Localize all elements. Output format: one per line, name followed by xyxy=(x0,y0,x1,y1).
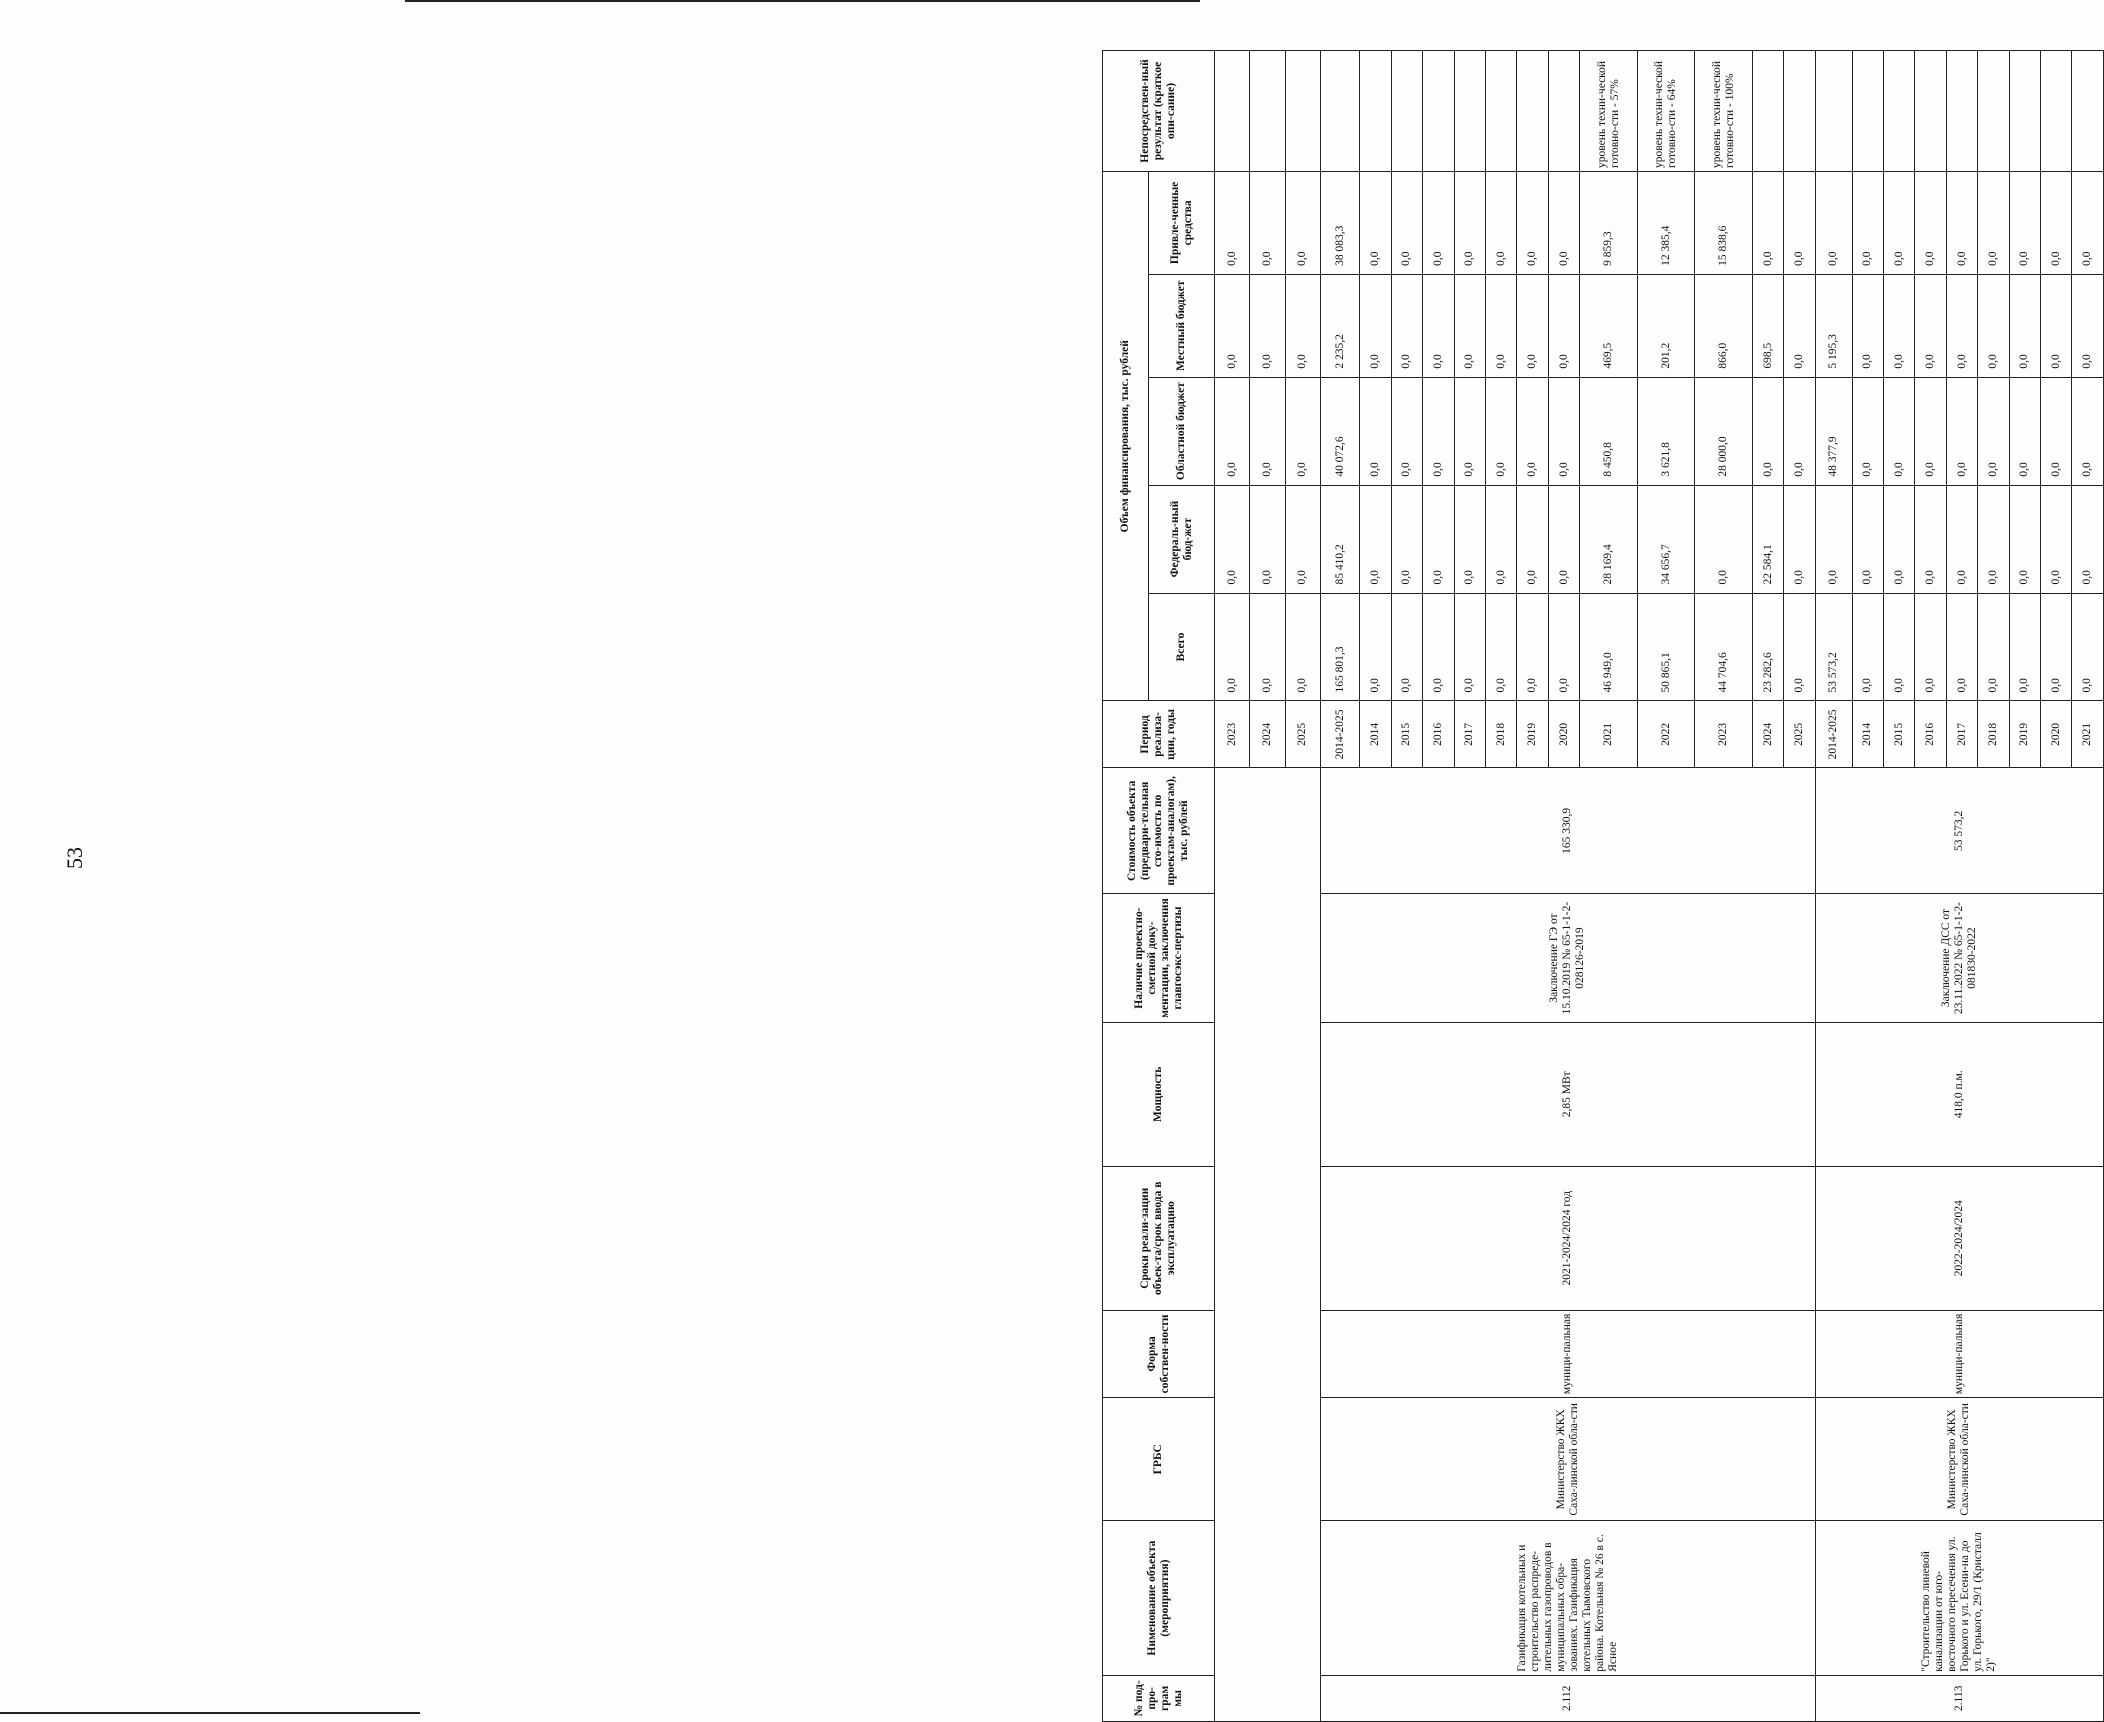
regional-cell: 0,0 xyxy=(1250,377,1285,485)
regional-cell: 48 377,9 xyxy=(1815,377,1852,485)
period-cell: 2016 xyxy=(1423,701,1454,768)
scan-edge-top xyxy=(405,0,1200,2)
period-cell: 2019 xyxy=(2009,701,2040,768)
project-number-cell: 2.112 xyxy=(1321,1675,1816,1721)
regional-cell: 0,0 xyxy=(1485,377,1516,485)
attracted-cell: 0,0 xyxy=(1753,171,1784,274)
result-cell xyxy=(1978,51,2009,172)
period-cell: 2023 xyxy=(1695,701,1753,768)
result-cell xyxy=(1784,51,1815,172)
result-cell: уровень техни-ческой готовно-сти - 64% xyxy=(1637,51,1695,172)
period-cell: 2020 xyxy=(2041,701,2072,768)
period-cell: 2017 xyxy=(1946,701,1977,768)
period-cell: 2015 xyxy=(1391,701,1422,768)
local-cell: 0,0 xyxy=(2041,274,2072,377)
attracted-cell: 0,0 xyxy=(1852,171,1883,274)
header-result: Непосредствен-ный результат (краткое опи-сание) xyxy=(1103,51,1215,172)
total-cell: 0,0 xyxy=(1285,593,1320,701)
total-cell: 0,0 xyxy=(1852,593,1883,701)
total-cell: 0,0 xyxy=(1548,593,1579,701)
local-cell: 0,0 xyxy=(1978,274,2009,377)
regional-cell: 8 450,8 xyxy=(1580,377,1638,485)
capacity-cell: 2,85 МВт xyxy=(1321,1022,1816,1166)
attracted-cell: 0,0 xyxy=(2041,171,2072,274)
federal-cell: 0,0 xyxy=(1695,485,1753,593)
attracted-cell: 0,0 xyxy=(1784,171,1815,274)
attracted-cell: 0,0 xyxy=(1215,171,1250,274)
period-cell: 2021 xyxy=(2072,701,2104,768)
terms-cell: 2022-2024/2024 xyxy=(1815,1166,2103,1310)
result-cell xyxy=(1250,51,1285,172)
header-period: Период реализа-ции, годы xyxy=(1103,701,1215,768)
result-cell xyxy=(1391,51,1422,172)
attracted-cell: 0,0 xyxy=(1978,171,2009,274)
regional-cell: 0,0 xyxy=(1360,377,1391,485)
project-name-cell: Газификация котельных и строительство распреде-лительных газопроводов в муниципальных обра-зованиях. Газификация котельных Тымовского района. Котельная № 26 в с. Ясное xyxy=(1321,1521,1816,1675)
local-cell: 0,0 xyxy=(2009,274,2040,377)
result-cell xyxy=(1321,51,1360,172)
federal-cell: 0,0 xyxy=(2009,485,2040,593)
result-cell xyxy=(1883,51,1914,172)
total-cell: 0,0 xyxy=(1454,593,1485,701)
attracted-cell: 0,0 xyxy=(1285,171,1320,274)
federal-cell: 85 410,2 xyxy=(1321,485,1360,593)
total-cell: 46 949,0 xyxy=(1580,593,1638,701)
ownership-cell: муници-пальная xyxy=(1321,1310,1816,1397)
attracted-cell: 0,0 xyxy=(1391,171,1422,274)
regional-cell: 40 072,6 xyxy=(1321,377,1360,485)
result-cell xyxy=(1946,51,1977,172)
local-cell: 201,2 xyxy=(1637,274,1695,377)
cost-cell: 165 330,9 xyxy=(1321,768,1816,894)
regional-cell: 0,0 xyxy=(1285,377,1320,485)
period-cell: 2017 xyxy=(1454,701,1485,768)
attracted-cell: 15 838,6 xyxy=(1695,171,1753,274)
federal-cell: 0,0 xyxy=(1360,485,1391,593)
header-local: Местный бюджет xyxy=(1149,274,1215,377)
regional-cell: 0,0 xyxy=(1784,377,1815,485)
page-number: 53 xyxy=(62,847,87,869)
federal-cell: 0,0 xyxy=(1423,485,1454,593)
result-cell: уровень техни-ческой готовно-сти - 57% xyxy=(1580,51,1638,172)
attracted-cell: 0,0 xyxy=(2009,171,2040,274)
local-cell: 0,0 xyxy=(1215,274,1250,377)
federal-cell: 0,0 xyxy=(1815,485,1852,593)
cost-cell: 53 573,2 xyxy=(1815,768,2103,894)
period-cell: 2023 xyxy=(1215,701,1250,768)
total-cell: 0,0 xyxy=(1784,593,1815,701)
federal-cell: 0,0 xyxy=(1784,485,1815,593)
federal-cell: 0,0 xyxy=(1883,485,1914,593)
local-cell: 0,0 xyxy=(1250,274,1285,377)
local-cell: 0,0 xyxy=(1548,274,1579,377)
period-cell: 2024 xyxy=(1753,701,1784,768)
total-cell: 23 282,6 xyxy=(1753,593,1784,701)
header-cost: Стоимость объекта (предвари-тельная сто-имость по проектам-аналогам), тыс. рублей xyxy=(1103,768,1215,894)
total-cell: 0,0 xyxy=(1978,593,2009,701)
local-cell: 866,0 xyxy=(1695,274,1753,377)
period-cell: 2018 xyxy=(1485,701,1516,768)
table-body xyxy=(1215,51,2104,1722)
regional-cell: 0,0 xyxy=(1978,377,2009,485)
federal-cell: 0,0 xyxy=(1250,485,1285,593)
regional-cell: 0,0 xyxy=(1753,377,1784,485)
total-cell: 0,0 xyxy=(1883,593,1914,701)
result-cell xyxy=(1215,51,1250,172)
result-cell xyxy=(1548,51,1579,172)
federal-cell: 0,0 xyxy=(1915,485,1946,593)
result-cell xyxy=(2009,51,2040,172)
regional-cell: 0,0 xyxy=(1883,377,1914,485)
total-cell: 0,0 xyxy=(1946,593,1977,701)
attracted-cell: 0,0 xyxy=(1548,171,1579,274)
attracted-cell: 12 385,4 xyxy=(1637,171,1695,274)
attracted-cell: 38 083,3 xyxy=(1321,171,1360,274)
federal-cell: 0,0 xyxy=(1215,485,1250,593)
header-name: Нименование объекта (мероприятия) xyxy=(1103,1521,1215,1675)
total-cell: 0,0 xyxy=(1915,593,1946,701)
local-cell: 0,0 xyxy=(1517,274,1548,377)
regional-cell: 0,0 xyxy=(2041,377,2072,485)
regional-cell: 0,0 xyxy=(1915,377,1946,485)
period-cell: 2019 xyxy=(1517,701,1548,768)
regional-cell: 0,0 xyxy=(1391,377,1422,485)
total-cell: 0,0 xyxy=(1423,593,1454,701)
period-cell: 2014-2025 xyxy=(1321,701,1360,768)
total-cell: 0,0 xyxy=(1360,593,1391,701)
local-cell: 0,0 xyxy=(1883,274,1914,377)
federal-cell: 28 169,4 xyxy=(1580,485,1638,593)
attracted-cell: 0,0 xyxy=(1485,171,1516,274)
capacity-cell: 418,0 п.м. xyxy=(1815,1022,2103,1166)
docs-cell: Заключение ДСС от 23.11.2022 № 65-1-1-2-081830-2022 xyxy=(1815,894,2103,1023)
period-cell: 2016 xyxy=(1915,701,1946,768)
local-cell: 2 235,2 xyxy=(1321,274,1360,377)
header-attracted: Привле-ченные средства xyxy=(1149,171,1215,274)
regional-cell: 0,0 xyxy=(1852,377,1883,485)
regional-cell: 0,0 xyxy=(1548,377,1579,485)
regional-cell: 0,0 xyxy=(1215,377,1250,485)
result-cell xyxy=(1852,51,1883,172)
local-cell: 0,0 xyxy=(1423,274,1454,377)
local-cell: 0,0 xyxy=(1360,274,1391,377)
local-cell: 0,0 xyxy=(2072,274,2104,377)
table-row xyxy=(1215,51,1250,1722)
attracted-cell: 0,0 xyxy=(1815,171,1852,274)
header-num: № под-про-грам мы xyxy=(1103,1675,1215,1721)
period-cell: 2025 xyxy=(1285,701,1320,768)
total-cell: 0,0 xyxy=(2072,593,2104,701)
header-federal: Федераль-ный бюд-жет xyxy=(1149,485,1215,593)
total-cell: 0,0 xyxy=(1215,593,1250,701)
total-cell: 50 865,1 xyxy=(1637,593,1695,701)
result-cell xyxy=(1915,51,1946,172)
regional-cell: 0,0 xyxy=(1946,377,1977,485)
header-total: Всего xyxy=(1149,593,1215,701)
ownership-cell: муници-пальная xyxy=(1815,1310,2103,1397)
federal-cell: 0,0 xyxy=(1517,485,1548,593)
result-cell xyxy=(1753,51,1784,172)
attracted-cell: 0,0 xyxy=(1915,171,1946,274)
local-cell: 0,0 xyxy=(1454,274,1485,377)
federal-cell: 0,0 xyxy=(1285,485,1320,593)
header-capacity: Мощность xyxy=(1103,1022,1215,1166)
project-name-cell: "Строительство линевой канализации от юго-восточного пересечения ул. Горького и ул. Есени-на до ул. Горького, 29/1 (Кристалл 2)" xyxy=(1815,1521,2103,1675)
header-terms: Сроки реали-зации объек-та/срок ввода в эксплуатацию xyxy=(1103,1166,1215,1310)
federal-cell: 0,0 xyxy=(1485,485,1516,593)
regional-cell: 0,0 xyxy=(1423,377,1454,485)
federal-cell: 0,0 xyxy=(2041,485,2072,593)
grbs-cell: Министерство ЖКХ Саха-линской обла-сти xyxy=(1321,1398,1816,1521)
total-cell: 0,0 xyxy=(1517,593,1548,701)
period-cell: 2020 xyxy=(1548,701,1579,768)
grbs-cell: Министерство ЖКХ Саха-линской обла-сти xyxy=(1815,1398,2103,1521)
terms-cell: 2021-2024/2024 год xyxy=(1321,1166,1816,1310)
local-cell: 0,0 xyxy=(1946,274,1977,377)
federal-cell: 0,0 xyxy=(1978,485,2009,593)
local-cell: 0,0 xyxy=(1485,274,1516,377)
table-row xyxy=(1815,51,1852,1722)
federal-cell: 0,0 xyxy=(1946,485,1977,593)
result-cell xyxy=(1517,51,1548,172)
regional-cell: 0,0 xyxy=(1454,377,1485,485)
period-cell: 2024 xyxy=(1250,701,1285,768)
result-cell xyxy=(2072,51,2104,172)
total-cell: 0,0 xyxy=(1391,593,1422,701)
total-cell: 0,0 xyxy=(1485,593,1516,701)
period-cell: 2025 xyxy=(1784,701,1815,768)
regional-cell: 0,0 xyxy=(2009,377,2040,485)
period-cell: 2018 xyxy=(1978,701,2009,768)
attracted-cell: 0,0 xyxy=(1454,171,1485,274)
period-cell: 2014 xyxy=(1852,701,1883,768)
result-cell xyxy=(2041,51,2072,172)
local-cell: 5 195,3 xyxy=(1815,274,1852,377)
scan-edge-bottom xyxy=(0,1712,420,1714)
header-ownership: Форма собствен-ности xyxy=(1103,1310,1215,1397)
result-cell xyxy=(1454,51,1485,172)
federal-cell: 0,0 xyxy=(1391,485,1422,593)
result-cell xyxy=(1485,51,1516,172)
total-cell: 0,0 xyxy=(2041,593,2072,701)
local-cell: 0,0 xyxy=(1915,274,1946,377)
project-number-cell: 2.113 xyxy=(1815,1675,2103,1721)
period-cell: 2014 xyxy=(1360,701,1391,768)
local-cell: 698,5 xyxy=(1753,274,1784,377)
continuation-blank-cell xyxy=(1215,768,1321,1722)
regional-cell: 0,0 xyxy=(1517,377,1548,485)
period-cell: 2021 xyxy=(1580,701,1638,768)
budget-table xyxy=(1102,50,2104,1722)
local-cell: 0,0 xyxy=(1784,274,1815,377)
total-cell: 165 801,3 xyxy=(1321,593,1360,701)
total-cell: 0,0 xyxy=(1250,593,1285,701)
period-cell: 2022 xyxy=(1637,701,1695,768)
period-cell: 2014-2025 xyxy=(1815,701,1852,768)
header-grbs: ГРБС xyxy=(1103,1398,1215,1521)
attracted-cell: 0,0 xyxy=(1360,171,1391,274)
attracted-cell: 0,0 xyxy=(1250,171,1285,274)
federal-cell: 0,0 xyxy=(1852,485,1883,593)
attracted-cell: 0,0 xyxy=(2072,171,2104,274)
regional-cell: 3 621,8 xyxy=(1637,377,1695,485)
header-funding-group: Объем финансирования, тыс. рублей xyxy=(1103,171,1149,701)
attracted-cell: 0,0 xyxy=(1883,171,1914,274)
result-cell xyxy=(1285,51,1320,172)
total-cell: 53 573,2 xyxy=(1815,593,1852,701)
header-docs: Наличие проектно-сметной доку-ментации, заключения главгосэкс-пертизы xyxy=(1103,894,1215,1023)
docs-cell: Заключение ГЭ от 15.10.2019 № 65-1-1-2-028126-2019 xyxy=(1321,894,1816,1023)
attracted-cell: 0,0 xyxy=(1423,171,1454,274)
rotated-table-container xyxy=(1102,50,2104,1722)
federal-cell: 34 656,7 xyxy=(1637,485,1695,593)
attracted-cell: 0,0 xyxy=(1946,171,1977,274)
local-cell: 0,0 xyxy=(1391,274,1422,377)
result-cell: уровень техни-ческой готовно-сти - 100% xyxy=(1695,51,1753,172)
result-cell xyxy=(1423,51,1454,172)
table-row xyxy=(1321,51,1360,1722)
federal-cell: 22 584,1 xyxy=(1753,485,1784,593)
local-cell: 469,5 xyxy=(1580,274,1638,377)
federal-cell: 0,0 xyxy=(1454,485,1485,593)
local-cell: 0,0 xyxy=(1852,274,1883,377)
result-cell xyxy=(1815,51,1852,172)
local-cell: 0,0 xyxy=(1285,274,1320,377)
regional-cell: 28 000,0 xyxy=(1695,377,1753,485)
federal-cell: 0,0 xyxy=(1548,485,1579,593)
period-cell: 2015 xyxy=(1883,701,1914,768)
total-cell: 44 704,6 xyxy=(1695,593,1753,701)
attracted-cell: 9 859,3 xyxy=(1580,171,1638,274)
regional-cell: 0,0 xyxy=(2072,377,2104,485)
total-cell: 0,0 xyxy=(2009,593,2040,701)
result-cell xyxy=(1360,51,1391,172)
attracted-cell: 0,0 xyxy=(1517,171,1548,274)
federal-cell: 0,0 xyxy=(2072,485,2104,593)
header-regional: Областной бюджет xyxy=(1149,377,1215,485)
